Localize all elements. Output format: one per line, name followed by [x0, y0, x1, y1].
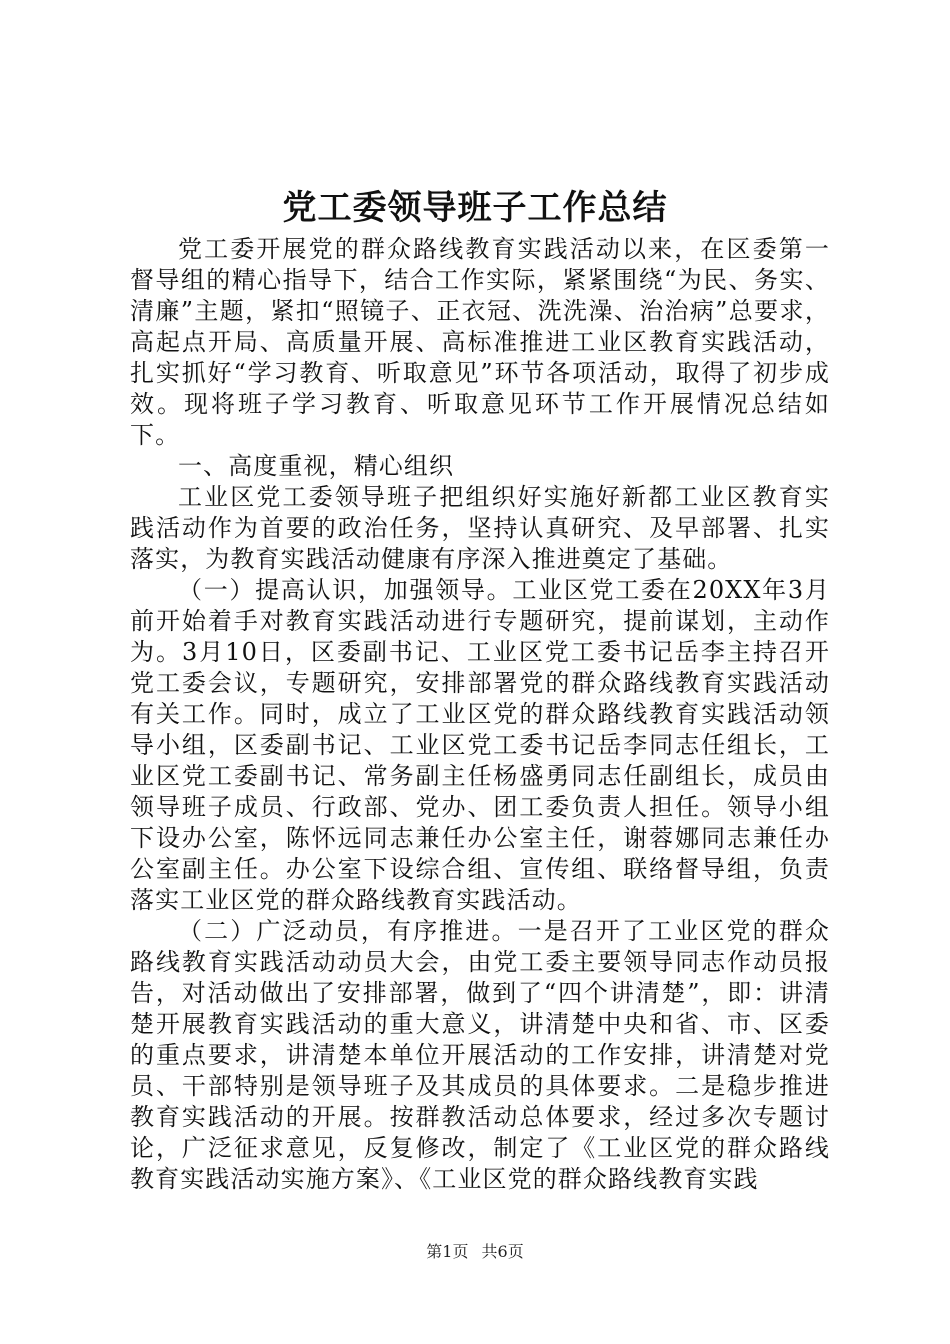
subsection-paragraph-1: （一）提高认识，加强领导。工业区党工委在20XX年3月前开始着手对教育实践活动进行专题研究，提前谋划，主动作为。3月10日，区委副书记、工业区党工委书记岳李主持召开党工委会议，专题研究，安排部署党的群众路线教育实践活动有关工作。同时，成立了工业区党的群众路线教育实践活动领导小组，区委副书记、工业区党工委书记岳李同志任组长，工业区党工委副书记、常务副主任杨盛勇同志任副组长，成员由领导班子成员、行政部、党办、团工委负责人担任。领导小组下设办公室，陈怀远同志兼任办公室主任，谢蓉娜同志兼任办公室副主任。办公室下设综合组、宣传组、联络督导组，负责落实工业区党的群众路线教育实践活动。 [130, 576, 830, 914]
intro-paragraph: 党工委开展党的群众路线教育实践活动以来，在区委第一督导组的精心指导下，结合工作实际，紧紧围绕“为民、务实、清廉”主题，紧扣“照镜子、正衣冠、洗洗澡、治治病”总要求，高起点开局、高质量开展、高标准推进工业区教育实践活动，扎实抓好“学习教育、听取意见”环节各项活动，取得了初步成效。现将班子学习教育、听取意见环节工作开展情况总结如下。 [130, 235, 830, 449]
page-number: 第1页 [426, 1242, 469, 1261]
section-paragraph: 工业区党工委领导班子把组织好实施好新都工业区教育实践活动作为首要的政治任务，坚持认真研究、及早部署、扎实落实，为教育实践活动健康有序深入推进奠定了基础。 [130, 483, 830, 573]
subsection-paragraph-2: （二）广泛动员，有序推进。一是召开了工业区党的群众路线教育实践活动动员大会，由党工委主要领导同志作动员报告，对活动做出了安排部署，做到了“四个讲清楚”，即：讲清楚开展教育实践活动的重大意义，讲清楚中央和省、市、区委的重点要求，讲清楚本单位开展活动的工作安排，讲清楚对党员、干部特别是领导班子及其成员的具体要求。二是稳步推进教育实践活动的开展。按群教活动总体要求，经过多次专题讨论，广泛征求意见，反复修改，制定了《工业区党的群众路线教育实践活动实施方案》、《工业区党的群众路线教育实践 [130, 917, 830, 1193]
section-heading: 一、高度重视，精心组织 [178, 452, 455, 480]
page-total: 共6页 [481, 1242, 524, 1261]
document-body [130, 234, 830, 1195]
page-footer [0, 1240, 950, 1264]
document-title: 党工委领导班子工作总结 [282, 188, 668, 228]
